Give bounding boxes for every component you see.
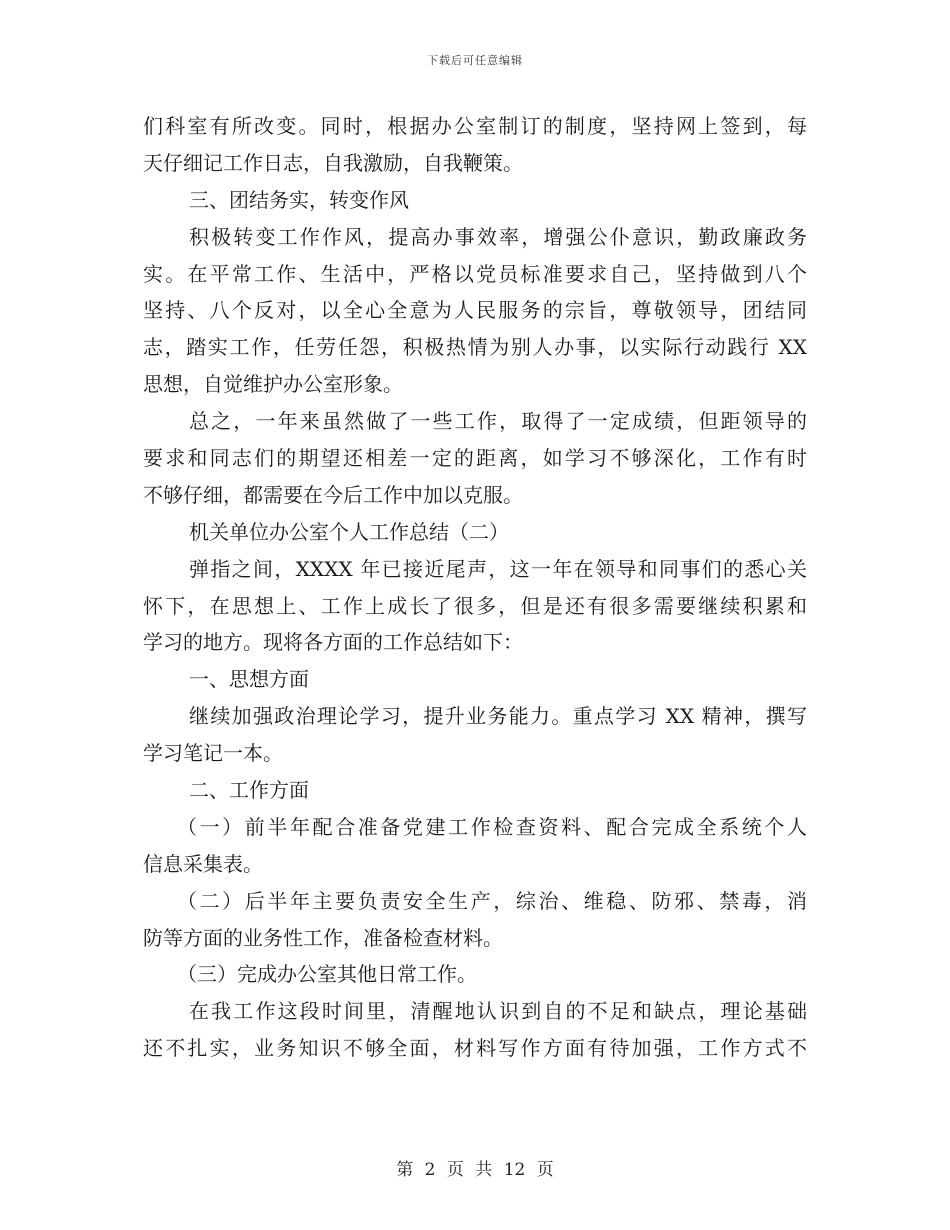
body-line: 天仔细记工作日志，自我激励，自我鞭策。 bbox=[143, 150, 523, 175]
body-line: 不够仔细，都需要在今后工作中加以克服。 bbox=[143, 482, 523, 507]
body-line: 志，踏实工作，任劳任怨，积极热情为别人办事，以实际行动践行 XX bbox=[143, 335, 807, 360]
body-line: （三）完成办公室其他日常工作。 bbox=[177, 962, 477, 987]
body-line: 在我工作这段时间里，清醒地认识到自的不足和缺点，理论基础 bbox=[189, 999, 807, 1024]
body-line: 还不扎实，业务知识不够全面，材料写作方面有待加强，工作方式不 bbox=[143, 1036, 807, 1061]
section-heading: 一、思想方面 bbox=[189, 667, 309, 692]
page-number-footer: 第 2 页 共 12 页 bbox=[396, 1160, 554, 1180]
document-body bbox=[143, 108, 807, 1067]
body-line: 要求和同志们的期望还相差一定的距离，如学习不够深化，工作有时 bbox=[143, 446, 807, 471]
body-line: 怀下，在思想上、工作上成长了很多，但是还有很多需要继续积累和 bbox=[143, 593, 807, 618]
body-line: 积极转变工作作风，提高办事效率，增强公仆意识，勤政廉政务 bbox=[189, 224, 807, 249]
body-line: 实。在平常工作、生活中，严格以党员标准要求自己，坚持做到八个 bbox=[143, 261, 807, 286]
body-line: （一）前半年配合准备党建工作检查资料、配合完成全系统个人 bbox=[177, 814, 807, 839]
body-line: 们科室有所改变。同时，根据办公室制订的制度，坚持网上签到，每 bbox=[143, 114, 807, 138]
body-line: 弹指之间，XXXX 年已接近尾声，这一年在领导和同事们的悉心关 bbox=[189, 556, 807, 581]
section-heading: 二、工作方面 bbox=[189, 778, 309, 803]
document-subtitle: 机关单位办公室个人工作总结（二） bbox=[189, 519, 509, 544]
body-line: 信息采集表。 bbox=[143, 851, 263, 876]
body-line: 坚持、八个反对，以全心全意为人民服务的宗旨，尊敬领导，团结同 bbox=[143, 298, 807, 323]
body-line: （二）后半年主要负责安全生产，综治、维稳、防邪、禁毒，消 bbox=[177, 888, 807, 913]
body-line: 总之，一年来虽然做了一些工作，取得了一定成绩，但距领导的 bbox=[189, 409, 807, 434]
page-header: 下载后可任意编辑 bbox=[427, 54, 523, 67]
body-line: 学习笔记一本。 bbox=[143, 741, 283, 766]
body-line: 继续加强政治理论学习，提升业务能力。重点学习 XX 精神，撰写 bbox=[189, 704, 807, 729]
body-line: 思想，自觉维护办公室形象。 bbox=[143, 372, 403, 397]
body-line: 学习的地方。现将各方面的工作总结如下： bbox=[143, 630, 523, 655]
section-heading: 三、团结务实，转变作风 bbox=[189, 187, 409, 212]
body-line: 防等方面的业务性工作，准备检查材料。 bbox=[143, 925, 503, 950]
